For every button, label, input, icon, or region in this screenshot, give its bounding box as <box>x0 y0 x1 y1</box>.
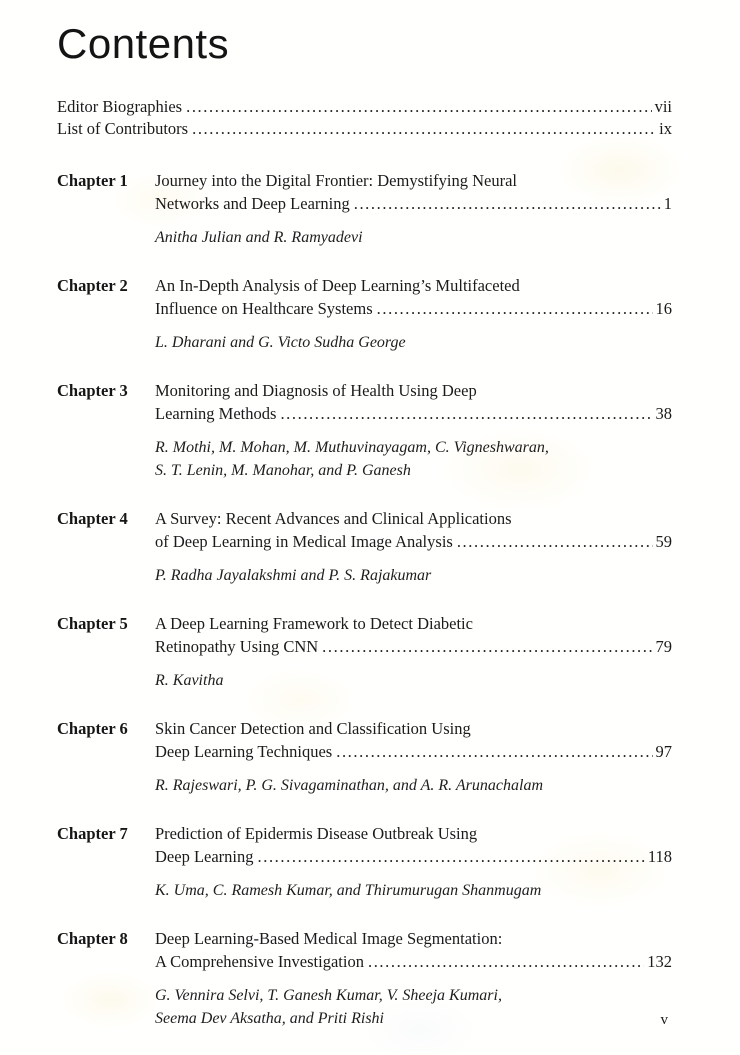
chapter-title-line2 <box>155 635 672 658</box>
front-matter-label: Editor Biographies <box>57 97 183 116</box>
chapter-authors <box>155 436 672 482</box>
chapter-authors-line1: R. Rajeswari, P. G. Sivagaminathan, and A. R. Arunachalam <box>155 777 543 794</box>
chapter-title-line2 <box>155 530 672 553</box>
toc-chapter-entry <box>57 612 672 692</box>
chapter-authors-line1: R. Kavitha <box>155 672 224 689</box>
toc-chapter-entry <box>57 927 672 1030</box>
chapter-authors-line1: K. Uma, C. Ramesh Kumar, and Thirumurugan Shanmugam <box>155 882 542 899</box>
front-matter-list <box>57 96 672 140</box>
chapter-authors <box>155 564 672 587</box>
chapter-title-line2-text: of Deep Learning in Medical Image Analysis <box>155 532 453 551</box>
chapter-page-number: 59 <box>655 532 672 551</box>
front-matter-page-number: ix <box>659 119 672 138</box>
chapter-title-line1: Monitoring and Diagnosis of Health Using Deep <box>155 381 477 400</box>
chapter-authors-line1: Anitha Julian and R. Ramyadevi <box>155 229 363 246</box>
chapter-authors <box>155 774 672 797</box>
chapter-label: Chapter 6 <box>57 719 128 738</box>
chapter-label: Chapter 3 <box>57 381 128 400</box>
chapter-title-line1: An In-Depth Analysis of Deep Learning’s Multifaceted <box>155 276 520 295</box>
dot-leader <box>368 950 644 973</box>
dot-leader <box>186 96 651 118</box>
chapter-authors-line2: S. T. Lenin, M. Manohar, and P. Ganesh <box>155 462 411 479</box>
chapter-title-line2-text: A Comprehensive Investigation <box>155 952 364 971</box>
chapter-label: Chapter 5 <box>57 614 128 633</box>
chapter-label: Chapter 1 <box>57 171 128 190</box>
chapter-authors-line1: L. Dharani and G. Victo Sudha George <box>155 334 406 351</box>
chapter-page-number: 1 <box>663 194 672 213</box>
chapter-title-line2-text: Learning Methods <box>155 404 277 423</box>
dot-leader <box>354 192 661 215</box>
chapter-title-line1: A Deep Learning Framework to Detect Diabetic <box>155 614 473 633</box>
dot-leader <box>322 635 652 658</box>
chapter-authors <box>155 984 672 1030</box>
chapter-title-line1: Deep Learning-Based Medical Image Segmentation: <box>155 929 503 948</box>
page-footer-number: v <box>660 1012 668 1028</box>
chapter-title-line1: Journey into the Digital Frontier: Demystifying Neural <box>155 171 518 190</box>
chapter-page-number: 97 <box>655 742 672 761</box>
chapter-authors-line2: Seema Dev Aksatha, and Priti Rishi <box>155 1010 384 1027</box>
chapter-title-line2 <box>155 845 672 868</box>
chapter-page-number: 132 <box>647 952 672 971</box>
dot-leader <box>336 740 652 763</box>
toc-chapter-entry <box>57 169 672 249</box>
front-matter-row <box>57 96 672 118</box>
chapter-authors-line1: R. Mothi, M. Mohan, M. Muthuvinayagam, C. Vigneshwaran, <box>155 439 549 456</box>
front-matter-row <box>57 118 672 140</box>
chapter-title-line2 <box>155 402 672 425</box>
toc-chapter-entry <box>57 507 672 587</box>
chapter-label: Chapter 8 <box>57 929 128 948</box>
chapter-title-line1: Prediction of Epidermis Disease Outbreak Using <box>155 824 478 843</box>
toc-chapter-entry <box>57 717 672 797</box>
toc-chapter-entry <box>57 274 672 354</box>
chapter-page-number: 16 <box>655 299 672 318</box>
chapter-page-number: 118 <box>647 847 672 866</box>
front-matter-label: List of Contributors <box>57 119 189 138</box>
chapter-page-number: 79 <box>655 637 672 656</box>
page-title: Contents <box>57 20 230 67</box>
chapter-title-line2-text: Deep Learning Techniques <box>155 742 333 761</box>
chapter-page-number: 38 <box>655 404 672 423</box>
chapter-title-line2 <box>155 192 672 215</box>
chapter-authors <box>155 879 672 902</box>
chapter-authors <box>155 669 672 692</box>
chapter-label: Chapter 2 <box>57 276 128 295</box>
dot-leader <box>377 297 653 320</box>
chapter-authors-line1: G. Vennira Selvi, T. Ganesh Kumar, V. Sheeja Kumari, <box>155 987 502 1004</box>
chapter-title-line2 <box>155 740 672 763</box>
chapter-title-line1: A Survey: Recent Advances and Clinical Applications <box>155 509 512 528</box>
front-matter-page-number: vii <box>654 97 672 116</box>
dot-leader <box>258 845 645 868</box>
chapter-label: Chapter 7 <box>57 824 128 843</box>
chapter-title-line2 <box>155 950 672 973</box>
chapter-authors <box>155 331 672 354</box>
chapter-title-line2 <box>155 297 672 320</box>
dot-leader <box>280 402 652 425</box>
dot-leader <box>192 118 656 140</box>
chapter-title-line2-text: Deep Learning <box>155 847 254 866</box>
chapter-title-line2-text: Retinopathy Using CNN <box>155 637 319 656</box>
chapter-authors-line1: P. Radha Jayalakshmi and P. S. Rajakumar <box>155 567 432 584</box>
chapter-title-line1: Skin Cancer Detection and Classification Using <box>155 719 471 738</box>
chapter-title-line2-text: Networks and Deep Learning <box>155 194 350 213</box>
dot-leader <box>457 530 653 553</box>
chapter-authors <box>155 226 672 249</box>
chapter-label: Chapter 4 <box>57 509 128 528</box>
toc-chapter-entry <box>57 822 672 902</box>
chapter-title-line2-text: Influence on Healthcare Systems <box>155 299 373 318</box>
toc-chapter-entry <box>57 379 672 482</box>
